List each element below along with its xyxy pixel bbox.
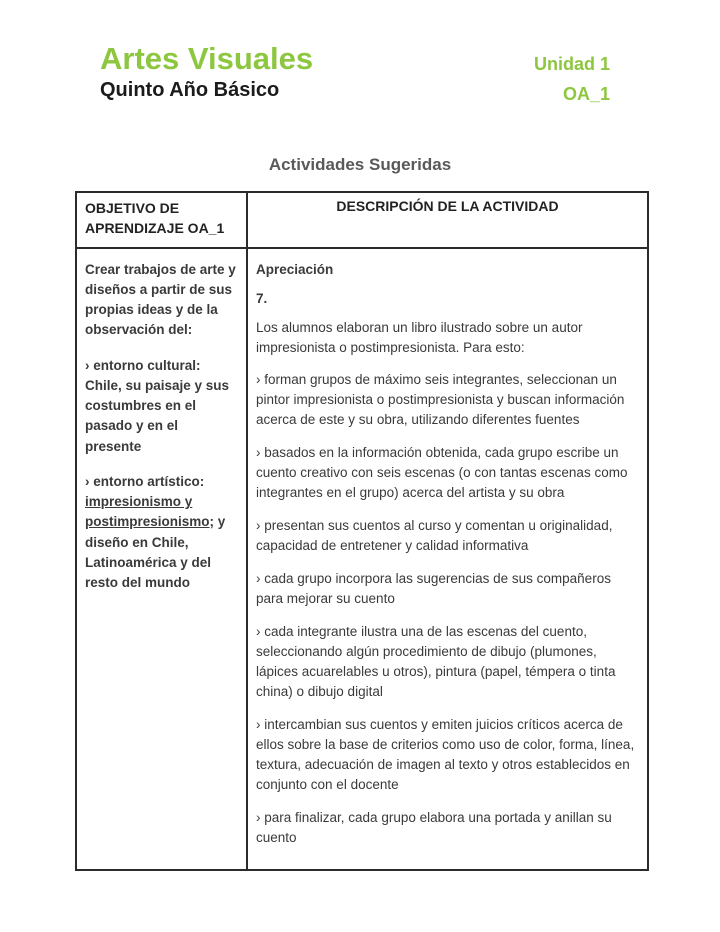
activity-step: › basados en la información obtenida, cada grupo escribe un cuento creativo con seis escenas (o con tantas escenas como integrantes en el grupo) acerca del artista y su obra [256, 445, 628, 501]
objective-bullet-artistic [85, 472, 238, 594]
objective-bullet-artistic-prefix: › entorno artístico: [85, 473, 205, 489]
oa-label: OA_1 [562, 84, 610, 104]
title-block [100, 42, 313, 102]
impresionismo-link[interactable]: impresionismo y postimpresionismo [85, 494, 210, 530]
grade-subtitle: Quinto Año Básico [100, 79, 280, 102]
objective-cell [76, 248, 247, 870]
activity-step: › cada integrante ilustra una de las escenas del cuento, seleccionando algún procedimiento de dibujo (plumones, lápices acuarelables u otros), pintura (papel, témpera o tinta china) o dibujo digital [256, 624, 616, 700]
activity-cell [247, 248, 648, 870]
table-header-row [76, 192, 648, 248]
activity-step: › intercambian sus cuentos y emiten juicios críticos acerca de ellos sobre la base de criterios como uso de color, forma, línea, textura, adecuación de imagen al texto y otros establecidos en conjunto con el docente [256, 717, 635, 792]
document-header [0, 0, 720, 109]
objective-bullet-artistic-suffix: ; y diseño en Chile, Latinoamérica y del resto del mundo [85, 514, 226, 591]
table-body-row [76, 248, 648, 870]
page-title: Actividades Sugeridas [268, 155, 452, 174]
activity-intro: Los alumnos elaboran un libro ilustrado sobre un autor impresionista o postimpresionista. Para esto: [256, 319, 583, 355]
activity-step: › presentan sus cuentos al curso y comentan u originalidad, capacidad de entretener y calidad informativa [256, 518, 613, 554]
activity-table [75, 191, 649, 871]
activity-step: › para finalizar, cada grupo elabora una portada y anillan su cuento [256, 809, 612, 845]
unit-block [534, 42, 610, 109]
objective-intro: Crear trabajos de arte y diseños a partir de sus propias ideas y de la observación del: [85, 261, 236, 338]
activity-step: › cada grupo incorpora las sugerencias de sus compañeros para mejorar su cuento [256, 571, 611, 607]
document-title: Artes Visuales [100, 41, 314, 76]
activity-step: › forman grupos de máximo seis integrantes, seleccionan un pintor impresionista o postimpresionista y buscan información acerca de este y su obra, utilizando diferentes fuentes [256, 372, 625, 428]
objective-column-header: OBJETIVO DE APRENDIZAJE OA_1 [76, 192, 247, 248]
activity-number: 7. [256, 290, 268, 306]
description-column-header: DESCRIPCIÓN DE LA ACTIVIDAD [247, 192, 648, 248]
unit-label: Unidad 1 [533, 54, 610, 74]
activity-category: Apreciación [256, 261, 334, 277]
objective-bullet-cultural: › entorno cultural: Chile, su paisaje y sus costumbres en el pasado y en el presente [85, 357, 230, 454]
